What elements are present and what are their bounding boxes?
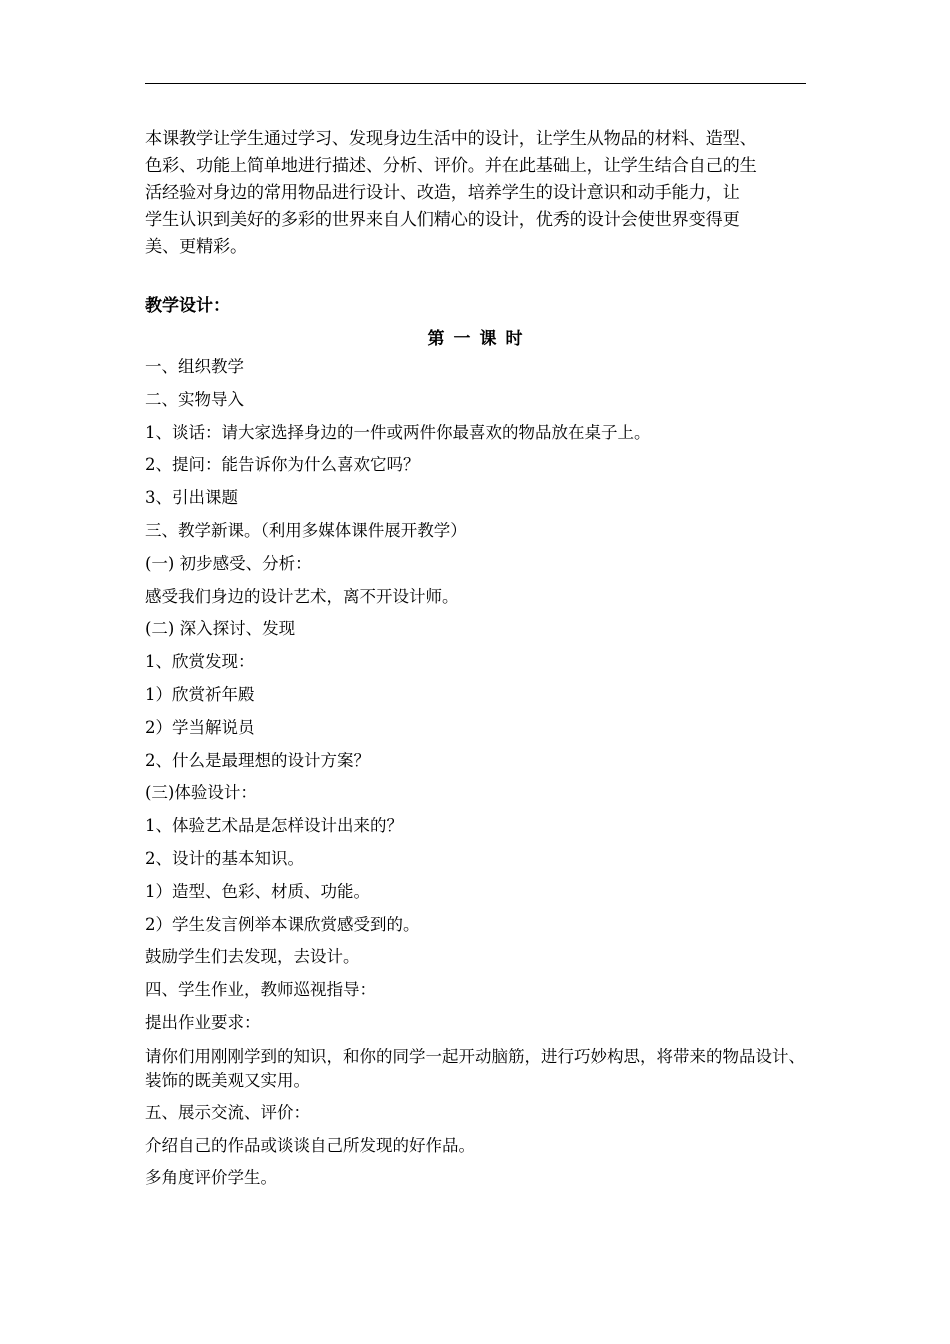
intro-line: 活经验对身边的常用物品进行设计、改造，培养学生的设计意识和动手能力，让 — [145, 183, 740, 203]
lesson-item: 1）造型、色彩、材质、功能。 — [145, 881, 370, 901]
lesson-item: 鼓励学生们去发现，去设计。 — [145, 947, 360, 967]
lesson-item: (二) 深入探讨、发现 — [145, 619, 296, 639]
lesson-item: (三)体验设计： — [145, 783, 257, 803]
lesson-item: 2、什么是最理想的设计方案？ — [145, 750, 370, 770]
lesson-item: 请你们用刚刚学到的知识，和你的同学一起开动脑筋，进行巧妙构思，将带来的物品设计、装饰的既美观又实用。 — [145, 1046, 805, 1090]
lesson-item: 介绍自己的作品或谈谈自己所发现的好作品。 — [145, 1135, 475, 1155]
lesson-item: 二、实物导入 — [145, 389, 244, 409]
section-heading: 教学设计： — [145, 296, 230, 316]
intro-line: 本课教学让学生通过学习、发现身边生活中的设计，让学生从物品的材料、造型、 — [145, 129, 757, 149]
lesson-item: (一) 初步感受、分析： — [145, 553, 312, 573]
intro-line: 色彩、功能上简单地进行描述、分析、评价。并在此基础上，让学生结合自己的生 — [145, 156, 757, 176]
lesson-item: 2、设计的基本知识。 — [145, 848, 304, 868]
lesson-item: 1、谈话：请大家选择身边的一件或两件你最喜欢的物品放在桌子上。 — [145, 422, 651, 442]
lesson-item: 感受我们身边的设计艺术，离不开设计师。 — [145, 586, 459, 606]
lesson-item: 四、学生作业，教师巡视指导： — [145, 980, 376, 1000]
lesson-item: 1、体验艺术品是怎样设计出来的？ — [145, 816, 403, 836]
intro-line: 学生认识到美好的多彩的世界来自人们精心的设计，优秀的设计会使世界变得更 — [145, 210, 740, 230]
lesson-item: 1、欣赏发现： — [145, 652, 255, 672]
lesson-item: 1）欣赏祈年殿 — [145, 684, 255, 704]
lesson-title: 第一课时 — [427, 329, 532, 349]
lesson-item: 2、提问：能告诉你为什么喜欢它吗？ — [145, 455, 420, 475]
lesson-item: 一、组织教学 — [145, 357, 244, 376]
intro-paragraph — [145, 126, 809, 261]
header-rule — [145, 83, 806, 84]
lesson-item: 五、展示交流、评价： — [145, 1102, 310, 1122]
lesson-body — [145, 356, 809, 1200]
intro-line: 美、更精彩。 — [145, 237, 247, 257]
lesson-item: 提出作业要求： — [145, 1012, 261, 1032]
lesson-item: 2）学生发言例举本课欣赏感受到的。 — [145, 914, 420, 934]
lesson-item: 2）学当解说员 — [145, 717, 255, 737]
lesson-item: 3、引出课题 — [145, 488, 238, 508]
lesson-item: 三、教学新课。（利用多媒体课件展开教学） — [145, 520, 467, 540]
lesson-item: 多角度评价学生。 — [145, 1168, 277, 1188]
